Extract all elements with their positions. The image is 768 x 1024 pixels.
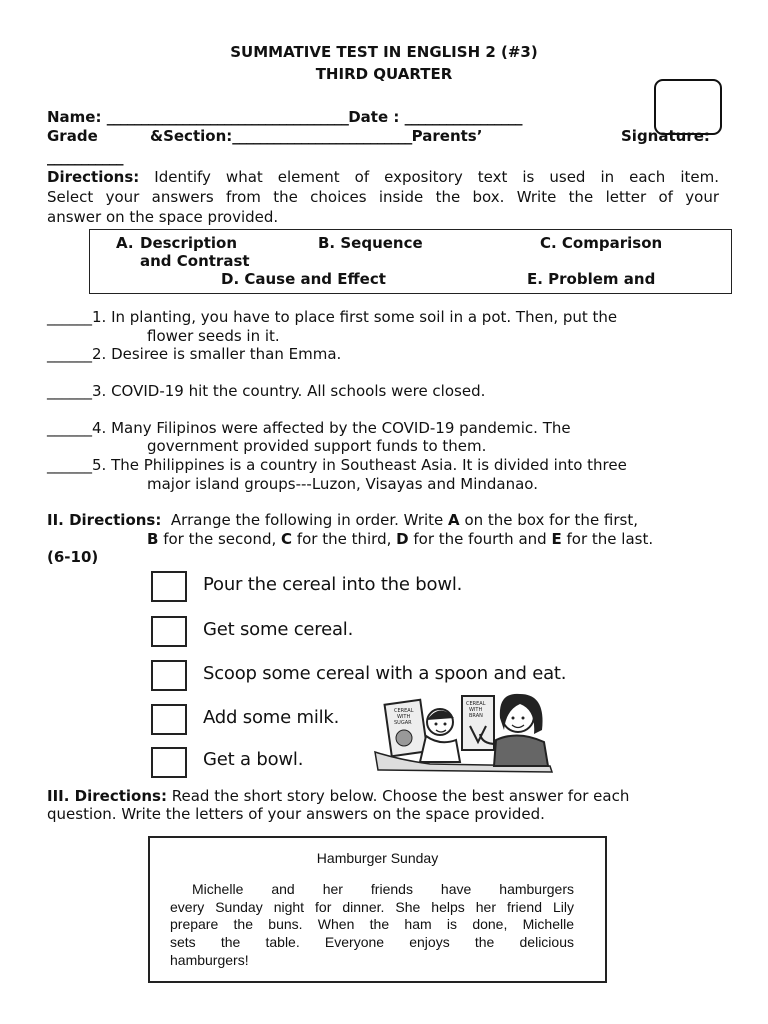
test-title: SUMMATIVE TEST IN ENGLISH 2 (#3)	[230, 43, 538, 61]
name-label: Name:	[47, 108, 102, 126]
choice-a-cont: and Contrast	[140, 252, 250, 270]
directions-label: Directions:	[47, 168, 140, 186]
story-title: Hamburger Sunday	[316, 850, 439, 866]
order-box-3[interactable]	[151, 660, 187, 691]
item-5: ______5. The Philippines is a country in Southeast Asia. It is divided into three	[47, 456, 627, 474]
section-line[interactable]: __________________________	[232, 127, 412, 145]
story-box	[148, 836, 607, 983]
part1-directions-line1: Directions: Identify what element of expository text is used in each item.	[47, 168, 719, 186]
date-label: Date :	[348, 108, 400, 126]
story-line-2: every Sunday night for dinner. She helps her friend Lily	[170, 899, 574, 915]
part3-directions-line1: III. Directions: Read the short story below. Choose the best answer for each	[47, 787, 630, 805]
part1-directions-line2: Select your answers from the choices inside the box. Write the letter of your	[47, 188, 719, 206]
item-2: ______2. Desiree is smaller than Emma.	[47, 345, 342, 363]
parents-label: Parents’	[411, 127, 483, 145]
item-3: ______3. COVID-19 hit the country. All schools were closed.	[47, 382, 486, 400]
order-box-1[interactable]	[151, 571, 187, 602]
grade-label: Grade	[47, 127, 98, 145]
section-field[interactable]	[150, 127, 482, 145]
choice-b: B. Sequence	[318, 234, 423, 252]
part2-directions-line1: II. Directions: Arrange the following in order. Write A on the box for the first,	[47, 511, 639, 529]
section-label: &Section:	[150, 127, 233, 145]
part1-directions-line3: answer on the space provided.	[47, 208, 279, 226]
name-line[interactable]: ___________________________________	[106, 108, 349, 126]
order-box-4[interactable]	[151, 704, 187, 735]
kids-cereal-illustration	[370, 690, 560, 775]
choice-c: C. Comparison	[540, 234, 663, 252]
story-line-5: hamburgers!	[170, 952, 249, 968]
item-4: ______4. Many Filipinos were affected by the COVID-19 pandemic. The	[47, 419, 571, 437]
answer-blank[interactable]: ______	[47, 382, 92, 400]
step-5: Get a bowl.	[203, 749, 304, 770]
item-4-cont: government provided support funds to them.	[147, 437, 487, 455]
story-line-3: prepare the buns. When the ham is done, Michelle	[170, 916, 574, 932]
left-box-label: CEREAL WITH SUGAR	[394, 708, 414, 726]
choice-e: E. Problem and	[527, 270, 656, 288]
step-2: Get some cereal.	[203, 619, 354, 640]
test-subtitle: THIRD QUARTER	[315, 65, 453, 83]
step-4: Add some milk.	[203, 707, 340, 728]
right-box-label: CEREAL WITH BRAN	[466, 701, 486, 719]
answer-blank[interactable]: ______	[47, 456, 92, 474]
answer-blank[interactable]: ______	[47, 419, 92, 437]
part2-range: (6-10)	[47, 548, 99, 566]
step-1: Pour the cereal into the bowl.	[203, 574, 463, 595]
choice-a-letter: A.	[116, 234, 134, 252]
answer-blank[interactable]: ______	[47, 345, 92, 363]
signature-line[interactable]: ___________	[47, 148, 123, 166]
order-box-2[interactable]	[151, 616, 187, 647]
step-3: Scoop some cereal with a spoon and eat.	[203, 663, 567, 684]
name-field[interactable]	[47, 108, 522, 126]
item-1: ______1. In planting, you have to place first some soil in a pot. Then, put the	[47, 308, 618, 326]
signature-label: Signature:	[621, 127, 710, 145]
answer-blank[interactable]: ______	[47, 308, 92, 326]
part2-directions-line2: B for the second, C for the third, D for the fourth and E for the last.	[147, 530, 654, 548]
item-5-cont: major island groups---Luzon, Visayas and Mindanao.	[147, 475, 538, 493]
choice-d: D. Cause and Effect	[221, 270, 386, 288]
part3-directions-line2: question. Write the letters of your answers on the space provided.	[47, 805, 545, 823]
story-line-4: sets the table. Everyone enjoys the delicious	[170, 934, 574, 950]
choices-box	[89, 229, 732, 294]
part3-heading: III. Directions:	[47, 787, 167, 805]
choice-a: Description	[140, 234, 238, 252]
order-box-5[interactable]	[151, 747, 187, 778]
item-1-cont: flower seeds in it.	[147, 327, 280, 345]
date-line[interactable]: _________________	[404, 108, 522, 126]
story-line-1: Michelle and her friends have hamburgers	[192, 881, 574, 897]
part2-heading: II. Directions:	[47, 511, 162, 529]
